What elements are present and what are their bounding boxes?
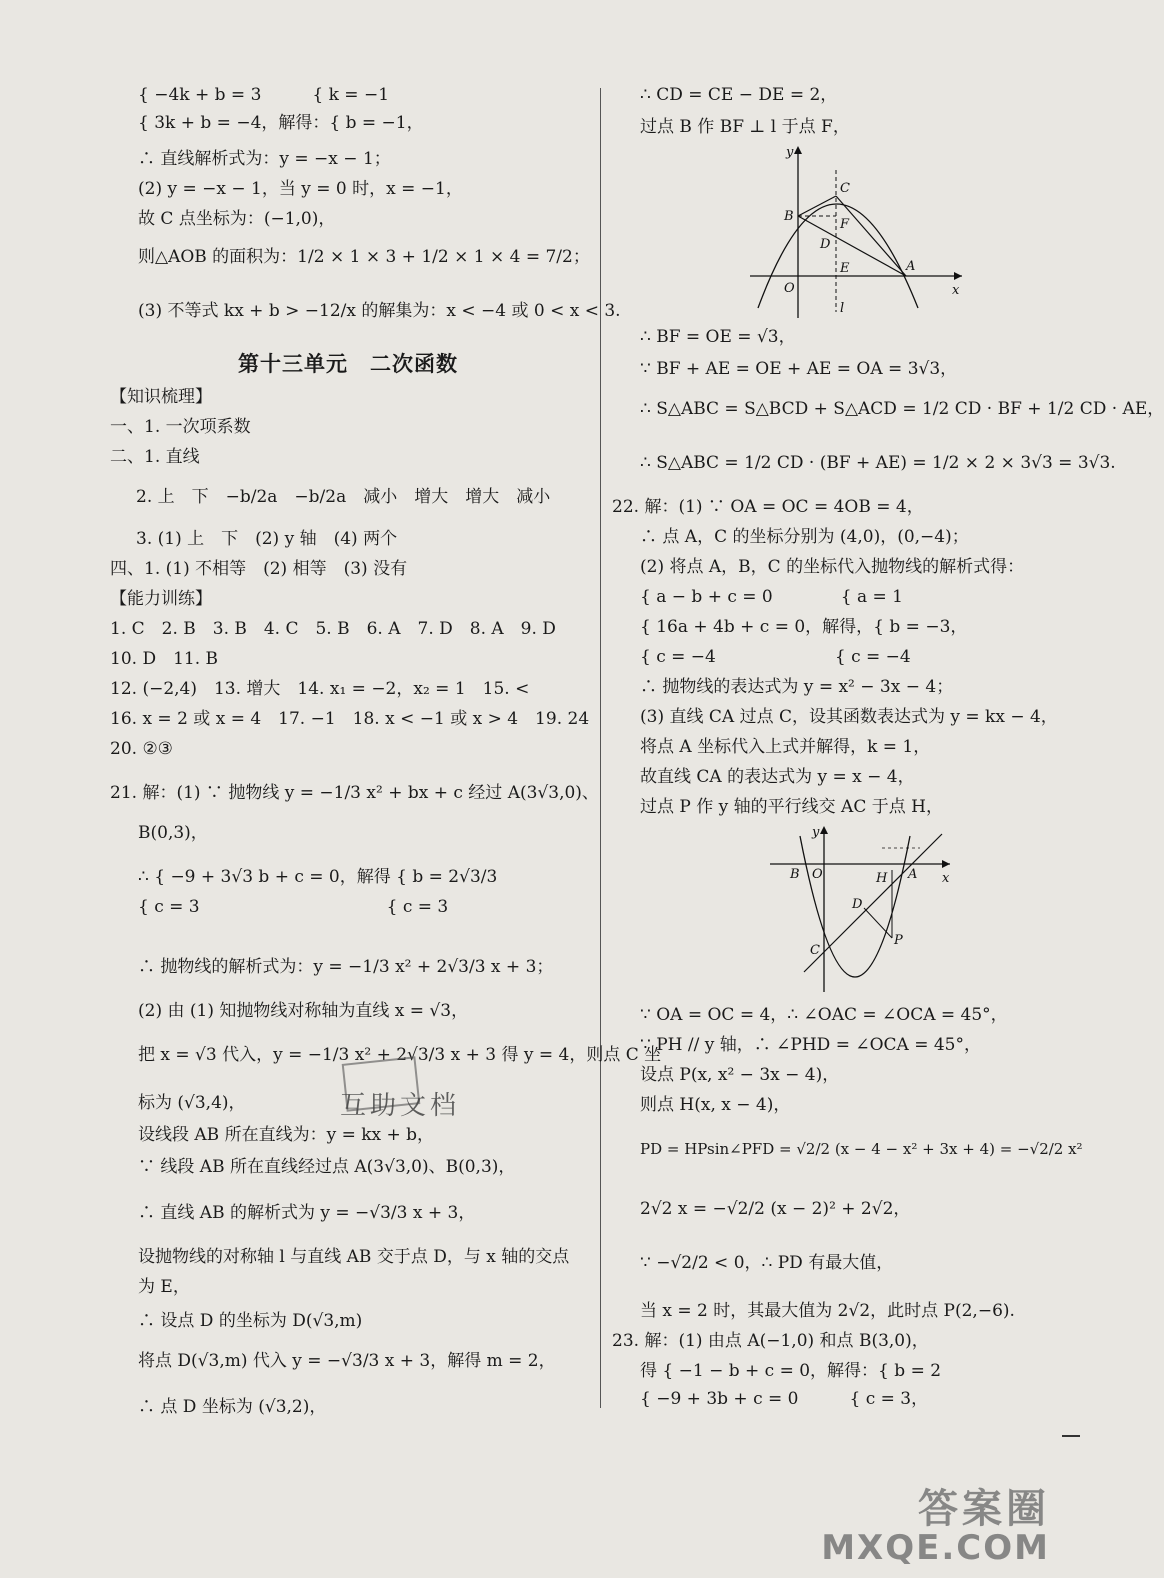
- text-line: 21. 解：(1) ∵ 抛物线 y = −1/3 x² + bx + c 经过 A(3√3,0)、: [110, 783, 599, 803]
- text-line: 为 E，: [138, 1277, 190, 1297]
- edge-mark: [1062, 1435, 1080, 1437]
- text-line: { −4k + b = 3 { k = −1: [138, 85, 390, 105]
- text-line: ∴ 抛物线的解析式为：y = −1/3 x² + 2√3/3 x + 3；: [138, 957, 554, 977]
- text-line: (3) 不等式 kx + b > −12/x 的解集为：x < −4 或 0 < x < 3.: [138, 301, 621, 321]
- text-line: 过点 P 作 y 轴的平行线交 AC 于点 H，: [640, 797, 943, 817]
- label-b: B: [784, 209, 794, 224]
- text-line: 四、1. (1) 不相等 (2) 相等 (3) 没有: [110, 559, 408, 579]
- text-line: 把 x = √3 代入，y = −1/3 x² + 2√3/3 x + 3 得 y = 4，则点 C 坐: [138, 1045, 662, 1065]
- text-line: ∴ 直线 AB 的解析式为 y = −√3/3 x + 3，: [138, 1203, 476, 1223]
- text-line: 一、1. 一次项系数: [110, 417, 251, 437]
- text-line: (2) y = −x − 1，当 y = 0 时，x = −1，: [138, 179, 463, 199]
- text-line: ∵ −√2/2 < 0，∴ PD 有最大值，: [640, 1253, 894, 1273]
- label-a: A: [908, 867, 918, 882]
- text-line: { c = 3 { c = 3: [138, 897, 449, 917]
- label-f: F: [840, 217, 850, 232]
- parabola-curve: [758, 204, 918, 308]
- text-line: ∴ 直线解析式为：y = −x − 1；: [138, 149, 391, 169]
- segment-bc: [798, 196, 836, 216]
- label-p: P: [894, 933, 903, 948]
- text-line: { c = −4 { c = −4: [640, 647, 911, 667]
- text-line: { a − b + c = 0 { a = 1: [640, 587, 903, 607]
- label-c: C: [810, 943, 820, 958]
- text-line: (2) 将点 A，B，C 的坐标代入抛物线的解析式得：: [640, 557, 1025, 577]
- site-name: 答案圈: [918, 1486, 1050, 1532]
- text-line: 设抛物线的对称轴 l 与直线 AB 交于点 D，与 x 轴的交点: [138, 1247, 570, 1267]
- label-a: A: [906, 259, 916, 274]
- label-x: x: [942, 871, 950, 886]
- label-x: x: [952, 283, 960, 298]
- label-d: D: [820, 237, 831, 252]
- label-l: l: [840, 301, 845, 316]
- label-o: O: [784, 281, 795, 296]
- text-line: 将点 D(√3,m) 代入 y = −√3/3 x + 3，解得 m = 2，: [138, 1351, 556, 1371]
- label-h: H: [876, 871, 888, 886]
- text-line: 则△AOB 的面积为：1/2 × 1 × 3 + 1/2 × 1 × 4 = 7/2；: [138, 247, 590, 267]
- text-line: 故 C 点坐标为：(−1,0)，: [138, 209, 336, 229]
- text-line: 10. D 11. B: [110, 649, 219, 669]
- text-line: 则点 H(x, x − 4)，: [640, 1095, 791, 1115]
- site-url: MXQE.COM: [821, 1528, 1050, 1568]
- text-line: B(0,3)，: [138, 823, 208, 843]
- text-line: (2) 由 (1) 知抛物线对称轴为直线 x = √3，: [138, 1001, 469, 1021]
- text-line: 二、1. 直线: [110, 447, 200, 467]
- text-line: ∴ CD = CE − DE = 2，: [640, 85, 838, 105]
- text-line: 1. C 2. B 3. B 4. C 5. B 6. A 7. D 8. A 9. D: [110, 619, 556, 639]
- text-line: ∴ 抛物线的表达式为 y = x² − 3x − 4；: [640, 677, 954, 697]
- text-line: ∴ BF = OE = √3，: [640, 327, 796, 347]
- text-line: 2√2 x = −√2/2 (x − 2)² + 2√2，: [640, 1199, 911, 1219]
- label-o: O: [812, 867, 823, 882]
- text-line: 标为 (√3,4)，: [138, 1093, 246, 1113]
- text-line: { 16a + 4b + c = 0，解得，{ b = −3，: [640, 617, 968, 637]
- label-y: y: [812, 825, 820, 840]
- text-line: 【知识梳理】: [110, 387, 212, 407]
- text-line: PD = HPsin∠PFD = √2/2 (x − 4 − x² + 3x + 4) = −√2/2 x²: [640, 1140, 1083, 1158]
- text-line: ∴ 点 A，C 的坐标分别为 (4,0)，(0,−4)；: [640, 527, 969, 547]
- line-ca: [804, 834, 942, 972]
- text-line: 12. (−2,4) 13. 增大 14. x₁ = −2，x₂ = 1 15. <: [110, 679, 530, 699]
- text-line: 【能力训练】: [110, 589, 212, 609]
- text-line: 20. ②③: [110, 739, 173, 759]
- text-line: ∵ BF + AE = OE + AE = OA = 3√3，: [640, 359, 958, 379]
- text-line: ∴ S△ABC = 1/2 CD · (BF + AE) = 1/2 × 2 × 3√3 = 3√3.: [640, 453, 1116, 473]
- text-line: 23. 解：(1) 由点 A(−1,0) 和点 B(3,0)，: [612, 1331, 929, 1351]
- label-e: E: [840, 261, 850, 276]
- column-divider: [600, 88, 601, 1408]
- text-line: 得 { −1 − b + c = 0，解得：{ b = 2: [640, 1361, 942, 1381]
- text-line: ∵ PH // y 轴，∴ ∠PHD = ∠OCA = 45°，: [640, 1035, 981, 1055]
- figure-parabola-acp: [760, 822, 960, 1000]
- text-line: 设点 P(x, x² − 3x − 4)，: [640, 1065, 840, 1085]
- text-line: ∵ OA = OC = 4，∴ ∠OAC = ∠OCA = 45°，: [640, 1005, 1008, 1025]
- text-line: { 3k + b = −4，解得：{ b = −1，: [138, 113, 424, 133]
- text-line: ∵ 线段 AB 所在直线经过点 A(3√3,0)、B(0,3)，: [138, 1157, 516, 1177]
- site-watermark: [821, 1477, 1050, 1568]
- text-line: (3) 直线 CA 过点 C，设其函数表达式为 y = kx − 4，: [640, 707, 1058, 727]
- text-line: 16. x = 2 或 x = 4 17. −1 18. x < −1 或 x > 4 19. 24: [110, 709, 590, 729]
- label-b: B: [790, 867, 800, 882]
- segment-pd: [864, 908, 892, 938]
- text-line: 过点 B 作 BF ⊥ l 于点 F，: [640, 117, 850, 137]
- label-y: y: [786, 145, 794, 160]
- text-line: 将点 A 坐标代入上式并解得，k = 1，: [640, 737, 931, 757]
- y-axis-arrow: [794, 146, 802, 154]
- label-d: D: [852, 897, 863, 912]
- y-axis-arrow: [820, 826, 828, 834]
- x-axis-arrow: [954, 272, 962, 280]
- text-line: 22. 解：(1) ∵ OA = OC = 4OB = 4，: [612, 497, 924, 517]
- stamp-watermark: 互助文档: [340, 1091, 461, 1121]
- figure-parabola-abc: [740, 140, 970, 325]
- text-line: ∴ { −9 + 3√3 b + c = 0，解得 { b = 2√3/3: [138, 867, 498, 887]
- segment-ba: [798, 216, 906, 276]
- text-line: { −9 + 3b + c = 0 { c = 3，: [640, 1389, 929, 1409]
- text-line: ∴ S△ABC = S△BCD + S△ACD = 1/2 CD · BF + 1/2 CD · AE，: [640, 399, 1164, 419]
- x-axis-arrow: [942, 860, 950, 868]
- text-line: 3. (1) 上 下 (2) y 轴 (4) 两个: [136, 529, 398, 549]
- text-line: ∴ 点 D 坐标为 (√3,2)，: [138, 1397, 327, 1417]
- section-title: 第十三单元 二次函数: [238, 351, 458, 376]
- label-c: C: [840, 181, 850, 196]
- text-line: 2. 上 下 −b/2a −b/2a 减小 增大 增大 减小: [136, 487, 551, 507]
- text-line: 故直线 CA 的表达式为 y = x − 4，: [640, 767, 915, 787]
- text-line: 当 x = 2 时，其最大值为 2√2，此时点 P(2,−6).: [640, 1301, 1015, 1321]
- text-line: 设线段 AB 所在直线为：y = kx + b，: [138, 1125, 435, 1145]
- text-line: ∴ 设点 D 的坐标为 D(√3,m): [138, 1311, 363, 1331]
